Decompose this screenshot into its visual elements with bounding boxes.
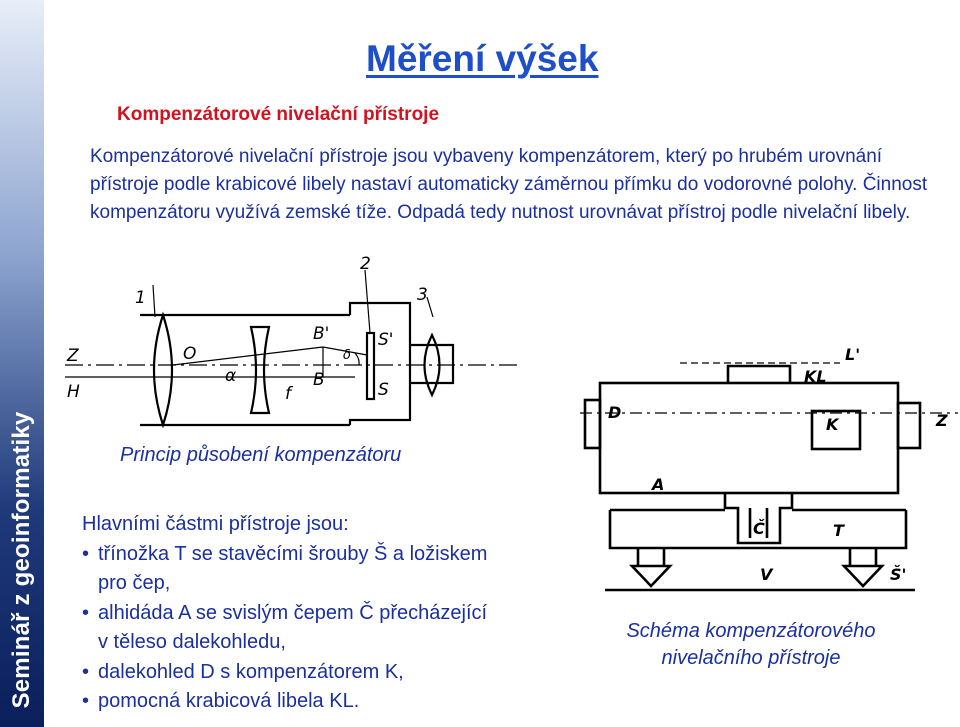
label-z2: Z <box>936 411 948 430</box>
label-a: A <box>652 475 665 494</box>
label-l-prime: L' <box>845 345 861 364</box>
parts-heading: Hlavními částmi přístroje jsou: <box>82 513 349 535</box>
list-item: • třínožka T se stavěcími šrouby Š a ložiskem pro čep, <box>82 540 502 599</box>
label-kl: KL <box>804 367 827 386</box>
intro-paragraph: Kompenzátorové nivelační přístroje jsou vybaveny kompenzátorem, který po hrubém urovnání přístroje podle krabicové libely nastaví automaticky záměrnou přímku do vodorovné polohy. Činnost kompenzátoru využívá zemské tíže. Odpadá tedy nutnost urovnávat přístroj podle nivelační libely. <box>90 146 928 223</box>
label-t: T <box>833 521 844 540</box>
label-h: H <box>67 382 80 402</box>
parts-list <box>82 540 502 717</box>
label-b: B <box>313 370 325 390</box>
list-item: • pomocná krabicová libela KL. <box>82 687 502 717</box>
label-d: D <box>608 403 622 422</box>
label-delta: δ <box>343 348 351 363</box>
compensator-principle-diagram <box>55 255 525 435</box>
label-3: 3 <box>417 285 428 305</box>
list-item: • alhidáda A se svislým čepem Č přecházející v těleso dalekohledu, <box>82 599 502 658</box>
page-title: Měření výšek <box>366 38 599 79</box>
label-v: V <box>760 565 773 584</box>
label-z: Z <box>67 346 79 366</box>
sidebar-title: Seminář z geoinformatiky <box>8 411 35 709</box>
label-alpha: α <box>225 366 237 386</box>
sidebar-band <box>0 0 44 727</box>
section-subtitle: Kompenzátorové nivelační přístroje <box>117 104 440 125</box>
figure1-caption: Princip působení kompenzátoru <box>120 444 402 466</box>
label-o: O <box>183 344 197 364</box>
label-f: f <box>285 384 291 404</box>
label-1: 1 <box>135 288 146 308</box>
label-c: Č <box>753 519 765 538</box>
parts-list-block <box>82 510 502 717</box>
figure2-caption-line2: nivelačního přístroje <box>661 647 841 669</box>
label-s-hook: Š' <box>890 565 907 584</box>
label-b-prime: B' <box>313 324 330 344</box>
label-k: K <box>826 415 839 434</box>
figure2-caption <box>578 618 924 672</box>
list-item: • dalekohled D s kompenzátorem K, <box>82 658 502 688</box>
level-instrument-schematic <box>580 338 960 613</box>
figure2-caption-line1: Schéma kompenzátorového <box>626 620 876 642</box>
label-2: 2 <box>360 255 371 274</box>
label-s-prime: S' <box>378 330 394 350</box>
label-s: S <box>378 380 389 400</box>
